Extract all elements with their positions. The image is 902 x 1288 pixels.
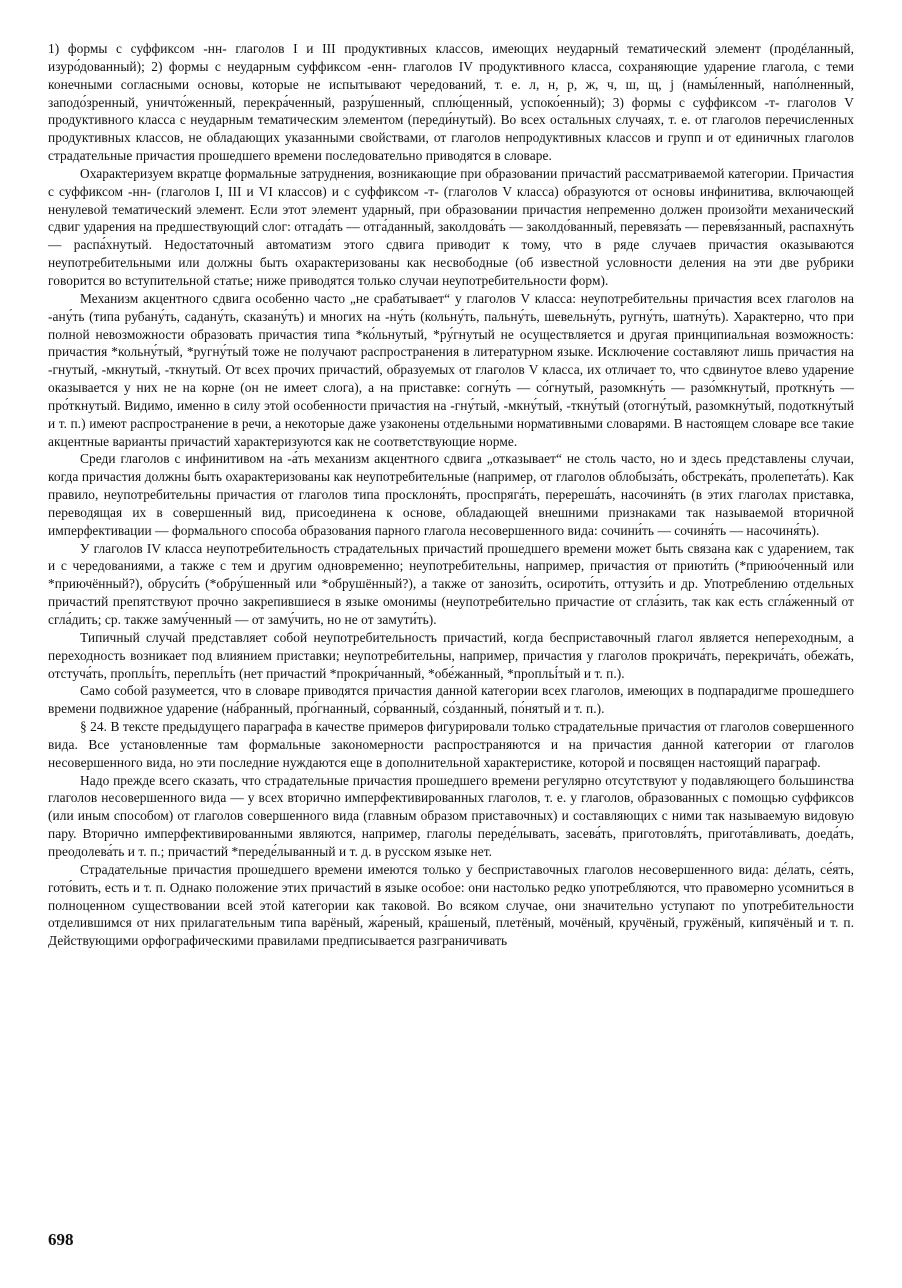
paragraph: 1) формы с суффиксом -нн- глаголов I и III продуктивных классов, имеющих неударный тематический элемент (продéланный, изуро́дованный); 2) формы с неударным суффиксом -енн- глаголов IV продуктивного класса, сохраняющие ударение глагола, с теми конечными согласными основы, которые не испытывают чередований, т. е. л, н, р, ж, ч, ш, щ, j (намы́ленный, напо́лненный, заподо́зренный, уничто́женный, перекра́ченный, разру́шенный, сплю́щенный, успоко́енный); 3) формы с суффиксом -т- глаголов V продуктивного класса с неударным тематическим элементом (переди́нутый). Во всех остальных случаях, т. е. от глаголов перечисленных продуктивных классов, не обладающих указанными свойствами, от глаголов непродуктивных классов и групп и от единичных глаголов страдательные причастия прошедшего времени последовательно приводятся в словаре. — [48, 41, 854, 164]
section-paragraph: § 24. В тексте предыдущего параграфа в качестве примеров фигурировали только страдательные причастия от глаголов совершенного вида. Все установленные там формальные закономерности распространяются и на причастия данной категории от глаголов несовершенного вида, но эти последние нуждаются еще в дополнительной характеристике, которой и посвящен настоящий параграф. — [48, 719, 854, 770]
paragraph: Среди глаголов с инфинитивом на -а́ть механизм акцентного сдвига „отказывает“ не столь часто, но и здесь представлены случаи, когда причастия должны быть охарактеризованы как неупотребительные (например, от глаголов облобыза́ть, обстрека́ть, пролепета́ть). Как правило, неупотребительны причастия от глаголов типа просклоня́ть, проспряга́ть, перереша́ть, насочиня́ть (в этих глаголах приставка, переводящая их в совершенный вид, присоединена к основе, обладающей внешними признаками так называемой вторичной имперфективации — формального способа образования парного глагола несовершенного вида: сочини́ть — сочиня́ть — насочиня́ть). — [48, 451, 854, 538]
paragraph: Само собой разумеется, что в словаре приводятся причастия данной категории всех глаголов, имеющих в подпарадигме прошедшего времени подвижное ударение (на́бранный, про́гнанный, со́рванный, со́зданный, по́нятый и т. п.). — [48, 683, 854, 717]
paragraph: Типичный случай представляет собой неупотребительность причастий, когда бесприставочный глагол является непереходным, а переходность возникает под влиянием приставки; неупотребительны, например, причастия у глаголов прокрича́ть, перекрича́ть, обежа́ть, отстуча́ть, пропльі́ть, перепльі́ть (нет причастий *прокри́чанный, *обе́жанный, *пропльі́тый и т. п.). — [48, 629, 854, 681]
paragraph: Охарактеризуем вкратце формальные затруднения, возникающие при образовании причастий рассматриваемой категории. Причастия с суффиксом -нн- (глаголов I, III и VI классов) и с суффиксом -т- (глаголов V класса) образуются от основы инфинитива, включающей ненулевой тематический элемент. Если этот элемент ударный, при образовании причастия непременно должен произойти механический сдвиг ударения на предшествующий слог: отгада́ть — отга́данный, заколдова́ть — заколдо́ванный, перевяза́ть — перевя́занный, распахну́ть — распа́хнутый. Недостаточный автоматизм этого сдвига приводит к тому, что в ряде случаев причастия оказываются неупотребительными или должны быть охарактеризованы как несвободные (об известной условности деления на эти две рубрики говорится во вступительной статье; ниже приводятся только случаи неупотребительности форм). — [48, 165, 854, 288]
paragraph: Страдательные причастия прошедшего времени имеются только у бесприставочных глаголов несовершенного вида: де́лать, се́ять, гото́вить, есть и т. п. Однако положение этих причастий в языке особое: они настолько редко употребляются, что правомерно усомниться в полноценном существовании всей этой категории как таковой. Во всяком случае, они значительно уступают по употребительности отделившимся от них прилагательным типа варёный, жа́реный, кра́шеный, плетёный, мочёный, кручёный, гружёный, кипячёный и т. п. Действующими орфографическими правилами предписывается разграничивать — [48, 861, 854, 949]
paragraph: Надо прежде всего сказать, что страдательные причастия прошедшего времени регулярно отсутствуют у подавляющего большинства глаголов несовершенного вида — у всех вторично имперфективированных глаголов, т. е. у глаголов, образованных с помощью суффиксов (или иным способом) от глаголов совершенного вида (главным образом приставочных) и составляющих с ними так называемую видовую пару. Вторично имперфективированными являются, например, глаголы переде́лывать, засева́ть, приготовля́ть, пригота́вливать, доеда́ть, преодолева́ть и т. п.; причастий *переде́лыванный и т. д. в русском языке нет. — [48, 772, 854, 859]
paragraph: Механизм акцентного сдвига особенно часто „не срабатывает“ у глаголов V класса: неупотребительны причастия всех глаголов на -ану́ть (типа рубану́ть, садану́ть, сказану́ть) и многих на -ну́ть (кольну́ть, пальну́ть, шевельну́ть, ругну́ть, шатну́ть). Характерно, что при полной невозможности образовать причастия типа *ко́льнутый, *ру́гнутый не осуществляется и другая принципиальная возможность: причастия *кольну́тый, *ругну́тый тоже не получают распространения в литературном языке. Исключение составляют лишь причастия на -гнутый, -мкнутый, -ткнутый. От всех прочих причастий, образуемых от глаголов V класса, их отличает то, что сдвинутое влево ударение оказывается у них не на корне (он не имеет слога), а на приставке: согну́ть — со́гнутый, разомкну́ть — разо́мкнутый, проткну́ть — про́ткнутый. Видимо, именно в силу этой особенности причастия на -гну́тый, -мкну́тый, -ткну́тый (отогну́тый, разомкну́тый, подоткну́тый и т. п.) имеют распространение в речи, а некоторые даже узаконены отдельными нормативными словарями. В настоящем словаре все такие акцентные варианты причастий характеризуются как не соответствующие норме. — [48, 290, 854, 449]
paragraph: У глаголов IV класса неупотребительность страдательных причастий прошедшего времени может быть связана как с ударением, так и с чередованиями, а также с тем и другим одновременно; неупотребительны, например, причастия от приюти́ть (*приюо́ченный или *приючённый?), обруси́ть (*обру́шенный или *обрушённый?), а также от занози́ть, осироти́ть, оттузи́ть и др. Употреблению отдельных причастий препятствуют прочно закрепившиеся в языке омонимы (неупотребительно причастие от сгла́зить, так как есть сгла́женный от сгла́дить; ср. также заму́ченный — от заму́чить, но не от замути́ть). — [48, 540, 854, 627]
body-text — [48, 40, 854, 950]
page-number: 698 — [48, 1230, 74, 1249]
